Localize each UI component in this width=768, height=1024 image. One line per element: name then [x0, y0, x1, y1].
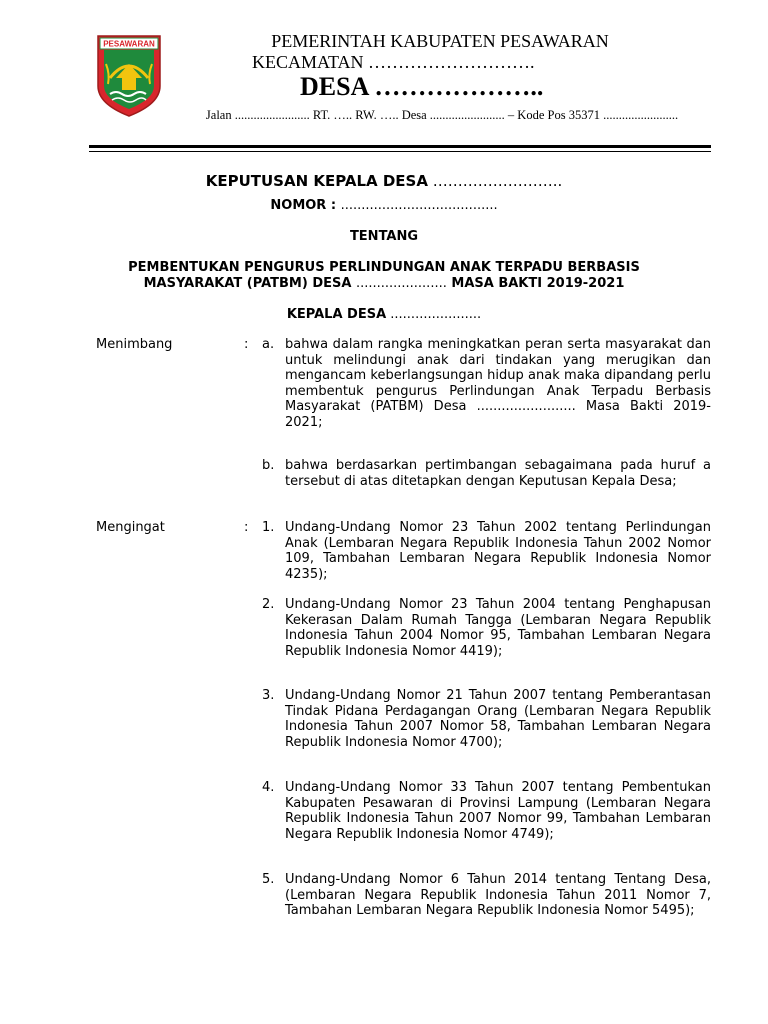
decree-title [0, 172, 768, 190]
section-colon-menimbang: : [244, 337, 249, 352]
section-label-menimbang: Menimbang [96, 337, 173, 352]
mengingat-item-text: Undang-Undang Nomor 21 Tahun 2007 tentang Pemberantasan Tindak Pidana Perdagangan Orang (Lembaran Negara Republik Indonesia Tahun 2007 Nomor 58, Tambahan Lembaran Negara Republik Indonesia Nomor 4700); [285, 688, 711, 750]
decree-subject-part-a: MASYARAKAT (PATBM) DESA [143, 276, 356, 291]
letterhead-address: Jalan ........................ RT. ….. RW. ….. Desa ........................ – Kode Pos 35371 ........................ [205, 108, 679, 122]
menimbang-item-text: bahwa berdasarkan pertimbangan sebagaimana pada huruf a tersebut di atas ditetapkan dengan Keputusan Kepala Desa; [285, 458, 711, 489]
mengingat-item-mark: 2. [262, 597, 275, 612]
issuer-label: KEPALA DESA [286, 307, 387, 322]
decree-number [0, 198, 768, 213]
decree-number-label: NOMOR : [270, 198, 341, 213]
mengingat-item-text: Undang-Undang Nomor 33 Tahun 2007 tentang Pembentukan Kabupaten Pesawaran di Provinsi Lampung (Lembaran Negara Republik Indonesia Tahun 2007 Nomor 99, Tambahan Lembaran Negara Republik Indonesia Nomor 4749); [285, 780, 711, 842]
decree-subject-line2 [0, 276, 768, 291]
mengingat-item-text: Undang-Undang Nomor 23 Tahun 2002 tentang Perlindungan Anak (Lembaran Negara Republik Indonesia Tahun 2002 Nomor 109, Tambahan Lembaran Negara Republik Indonesia Nomor 4235); [285, 520, 711, 582]
menimbang-item-mark: b. [262, 458, 275, 473]
letterhead-government-name: PEMERINTAH KABUPATEN PESAWARAN [271, 31, 609, 51]
section-label-mengingat: Mengingat [96, 520, 165, 535]
mengingat-item-mark: 4. [262, 780, 275, 795]
letterhead-divider-thin [89, 151, 711, 152]
decree-subject-line1: PEMBENTUKAN PENGURUS PERLINDUNGAN ANAK TERPADU BERBASIS [128, 260, 640, 275]
mengingat-item-mark: 5. [262, 872, 275, 887]
mengingat-item-text: Undang-Undang Nomor 6 Tahun 2014 tentang Tentang Desa, (Lembaran Negara Republik Indonesia Tahun 2011 Nomor 7, Tambahan Lembaran Negara Republik Indonesia Nomor 5495); [285, 872, 711, 918]
decree-about-heading: TENTANG [349, 229, 419, 244]
menimbang-item-mark: a. [262, 337, 275, 352]
decree-subject-part-b: MASA BAKTI 2019-2021 [446, 276, 625, 291]
letterhead-village: DESA ……………….. [300, 72, 544, 101]
menimbang-item-text: bahwa dalam rangka meningkatkan peran serta masyarakat dan untuk melindungi anak dari tindakan yang merugikan dan mengancam keberlangsungan hidup anak maka dipandang perlu membentuk pengurus Perlindungan Anak Terpadu Berbasis Masyarakat (PATBM) Desa ........................ Masa Bakti 2019-2021; [285, 337, 711, 430]
letterhead-divider-thick [89, 145, 711, 148]
section-colon-mengingat: : [244, 520, 249, 535]
mengingat-item-text: Undang-Undang Nomor 23 Tahun 2004 tentang Penghapusan Kekerasan Dalam Rumah Tangga (Lembaran Negara Republik Indonesia Tahun 2004 Nomor 95, Tambahan Lembaran Negara Republik Indonesia Nomor 4419); [285, 597, 711, 659]
decree-number-dots: ...................................... [340, 198, 498, 213]
letterhead-district: KECAMATAN ………………………. [252, 52, 535, 72]
pesawaran-regency-logo [96, 34, 162, 118]
issuer-heading [0, 307, 768, 322]
logo-text: PESAWARAN [103, 39, 155, 49]
issuer-dots: ...................... [386, 307, 482, 322]
decree-subject-dots: ...................... [355, 276, 447, 291]
mengingat-item-mark: 1. [262, 520, 275, 535]
decree-title-label: KEPUTUSAN KEPALA DESA [205, 172, 428, 190]
mengingat-item-mark: 3. [262, 688, 275, 703]
decree-title-dots: …………………….. [427, 172, 563, 190]
